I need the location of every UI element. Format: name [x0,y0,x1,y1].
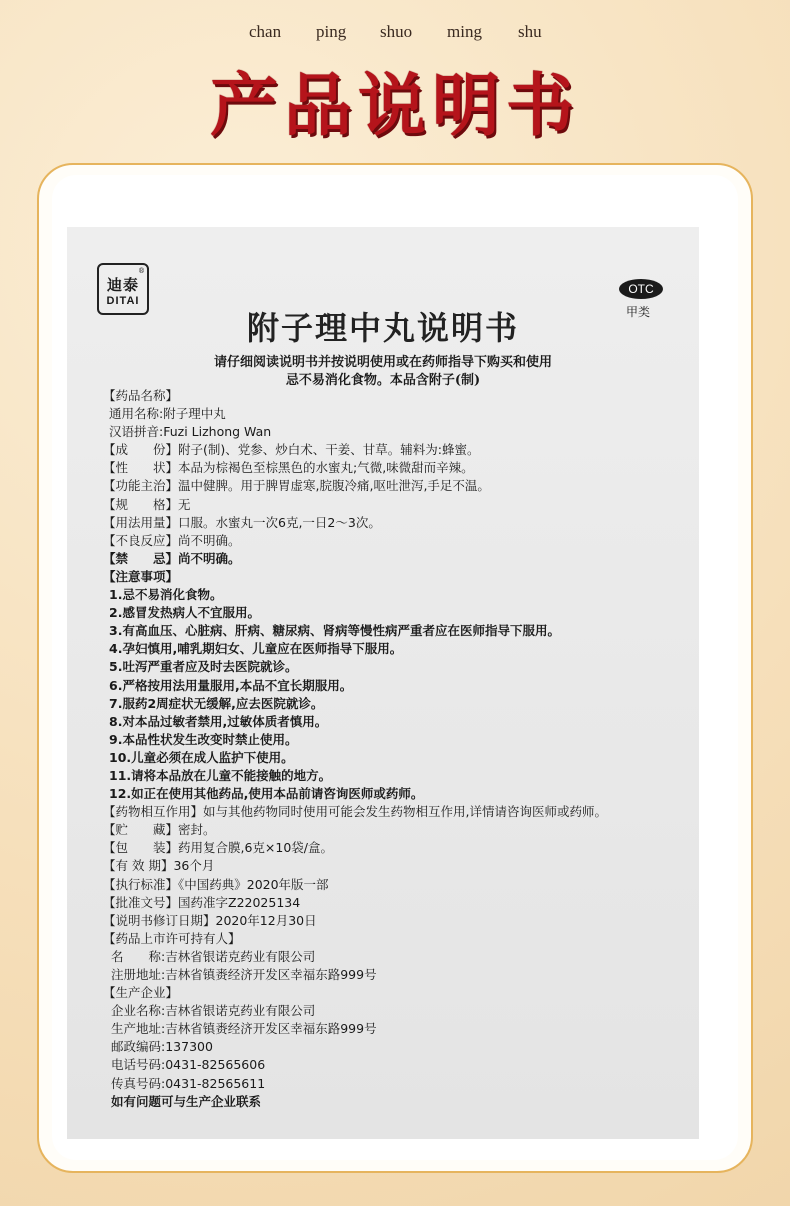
registered-mark: ® [138,267,145,275]
leaflet-line: 【说明书修订日期】2020年12月30日 [103,912,317,928]
leaflet-line: 【不良反应】尚不明确。 [103,532,241,548]
pinyin-syllable: ming [447,22,482,41]
leaflet-line: 11.请将本品放在儿童不能接触的地方。 [109,767,332,783]
pinyin-syllable: ping [316,22,347,41]
leaflet-body [103,387,693,1111]
leaflet-line: 电话号码:0431-82565606 [111,1057,266,1073]
leaflet-line: 2.感冒发热病人不宜服用。 [109,605,260,621]
leaflet-line: 【有 效 期】36个月 [103,858,215,874]
leaflet-line: 【禁 忌】尚不明确。 [103,550,241,566]
leaflet-line: 注册地址:吉林省镇赉经济开发区幸福东路999号 [111,967,377,982]
leaflet-line: 【包 装】药用复合膜,6克×10袋/盒。 [103,840,334,856]
leaflet-line: 7.服药2周症状无缓解,应去医院就诊。 [109,695,324,711]
leaflet-warning: 忌不易消化食物。本品含附子(制) [285,373,481,388]
leaflet-line: 【性 状】本品为棕褐色至棕黑色的水蜜丸;气微,味微甜而辛辣。 [103,460,474,476]
leaflet-line: 5.吐泻严重者应及时去医院就诊。 [109,659,298,675]
leaflet-line: 8.对本品过敏者禁用,过敏体质者慎用。 [109,713,328,729]
leaflet-line: 【执行标准】《中国药典》2020年版一部 [103,876,329,892]
leaflet-line: 【注意事项】 [103,568,179,584]
leaflet-line: 如有问题可与生产企业联系 [111,1093,262,1109]
leaflet-line: 1.忌不易消化食物。 [109,587,223,603]
pinyin-syllable: shu [518,22,542,41]
leaflet-line: 【药物相互作用】如与其他药物同时使用可能会发生药物相互作用,详情请咨询医师或药师。 [103,804,607,820]
leaflet-line: 【生产企业】 [103,985,179,1001]
leaflet-line: 4.孕妇慎用,哺乳期妇女、儿童应在医师指导下服用。 [109,641,403,657]
brand-logo-english: DITAI [106,295,140,307]
leaflet-line: 【贮 藏】密封。 [103,822,216,838]
otc-badge: OTC [619,279,663,299]
leaflet-line: 通用名称:附子理中丸 [109,406,226,422]
leaflet-subtitle: 请仔细阅读说明书并按说明使用或在药师指导下购买和使用 [213,355,552,370]
pinyin-syllable: shuo [380,22,413,41]
leaflet-title: 附子理中丸说明书 [246,309,519,347]
leaflet-line: 【批准文号】国药准字Z22025134 [103,894,301,910]
leaflet-line: 9.本品性状发生改变时禁止使用。 [109,731,298,747]
leaflet-line: 企业名称:吉林省银诺克药业有限公司 [111,1003,316,1019]
leaflet-line: 【药品上市许可持有人】 [103,930,241,946]
page-title: 产品说明书 [209,67,580,146]
leaflet-line: 邮政编码:137300 [111,1039,213,1055]
pinyin-row [0,22,790,46]
leaflet-line: 12.如正在使用其他药品,使用本品前请咨询医师或药师。 [109,786,424,802]
leaflet-line: 【成 份】附子(制)、党参、炒白术、干姜、甘草。辅料为:蜂蜜。 [103,442,480,458]
leaflet-line: 【规 格】无 [103,496,191,512]
leaflet-line: 10.儿童必须在成人监护下使用。 [109,749,294,765]
leaflet-line: 【药品名称】 [103,388,179,403]
leaflet-line: 【用法用量】口服。水蜜丸一次6克,一日2～3次。 [103,514,381,530]
leaflet-line: 6.严格按用法用量服用,本品不宜长期服用。 [109,677,353,693]
leaflet-line: 传真号码:0431-82565611 [111,1075,266,1091]
leaflet-line: 生产地址:吉林省镇赉经济开发区幸福东路999号 [111,1021,377,1037]
leaflet-line: 汉语拼音:Fuzi Lizhong Wan [109,424,272,440]
leaflet-line: 【功能主治】温中健脾。用于脾胃虚寒,脘腹冷痛,呕吐泄泻,手足不温。 [103,478,490,494]
package-insert-leaflet [67,227,699,1139]
brand-logo-chinese: 迪泰 [106,276,139,294]
leaflet-line: 3.有高血压、心脏病、肝病、糖尿病、肾病等慢性病严重者应在医师指导下服用。 [109,623,560,639]
otc-class-label: 甲类 [626,305,651,319]
pinyin-syllable: chan [249,22,282,41]
leaflet-line: 名 称:吉林省银诺克药业有限公司 [111,948,316,964]
